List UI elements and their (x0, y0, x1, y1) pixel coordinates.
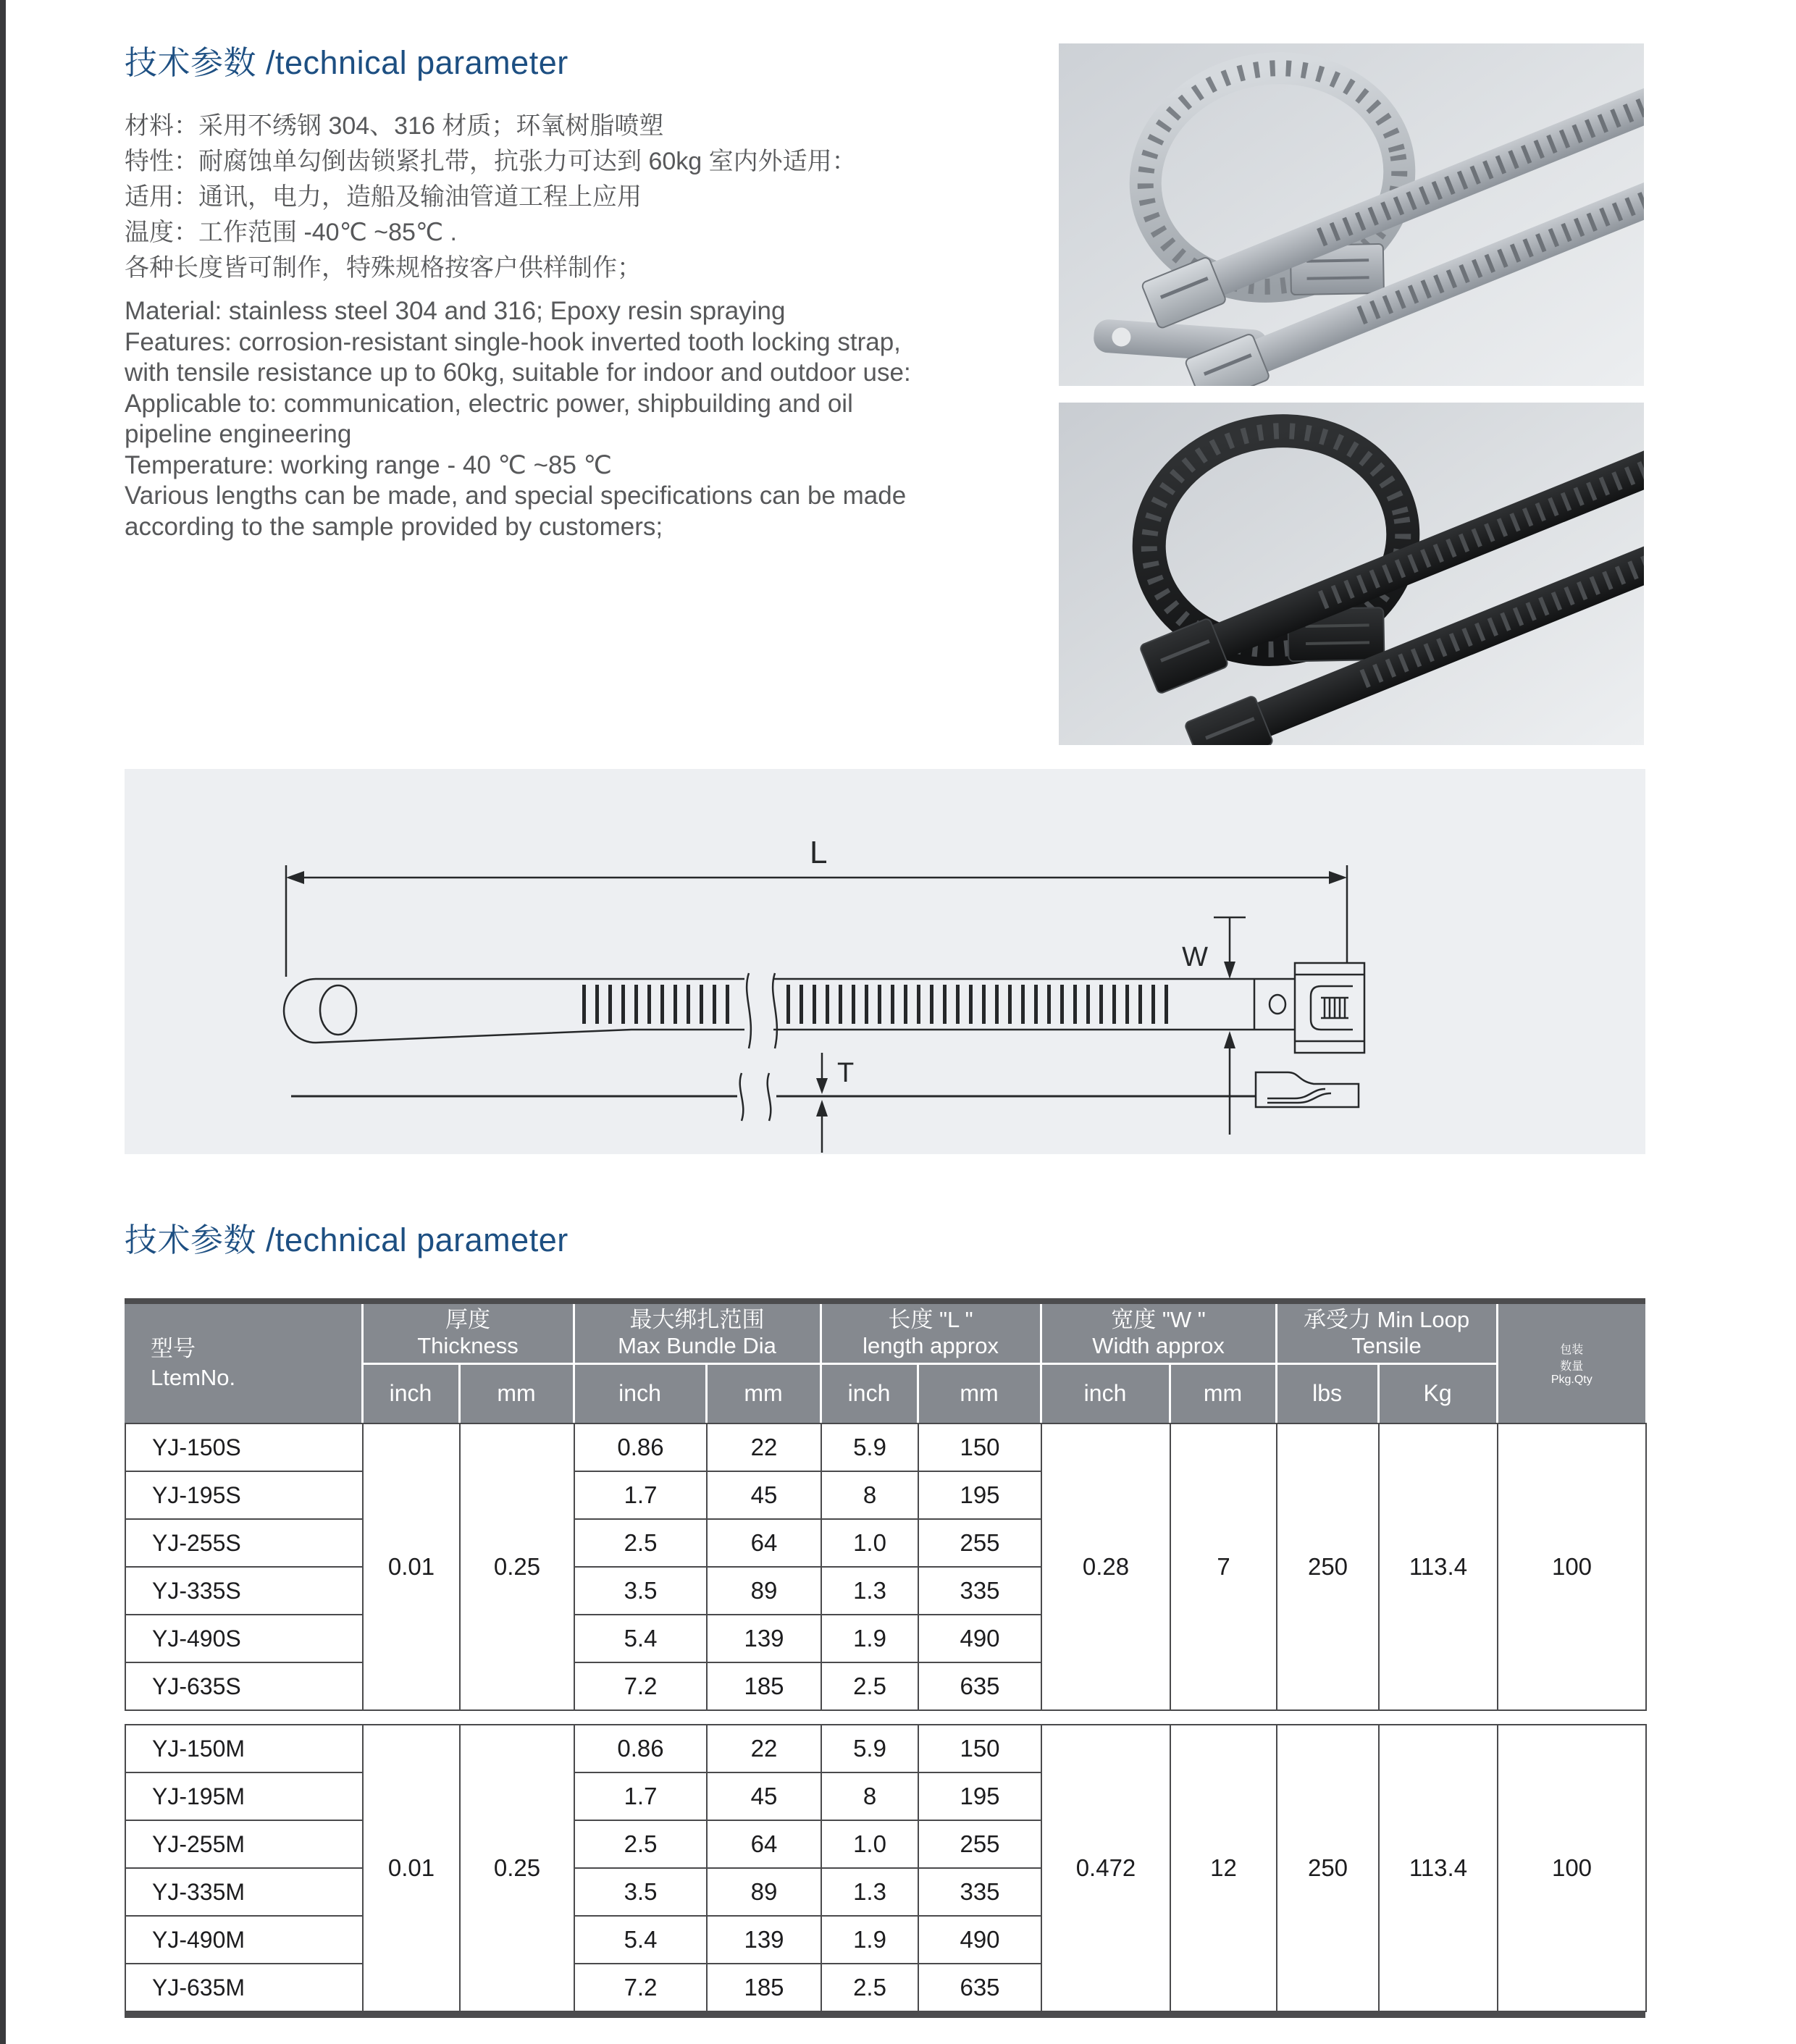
cell-bundle-mm: 64 (707, 1820, 821, 1868)
cell-length-mm: 255 (918, 1820, 1041, 1868)
intro-cn-line: 特性：耐腐蚀单勾倒齿锁紧扎带，抗张力可达到 60kg 室内外适用： (125, 148, 857, 175)
table-row (125, 1423, 1646, 1471)
cell-item-no: YJ-195M (125, 1772, 363, 1820)
cell-thickness-mm: 0.25 (460, 1725, 574, 2011)
tie-top-view (284, 973, 1295, 1048)
cell-length-inch: 1.9 (821, 1615, 918, 1662)
cell-length-inch: 8 (821, 1471, 918, 1519)
spec-table (125, 1298, 1645, 2018)
label-L: L (810, 835, 828, 870)
cell-length-inch: 2.5 (821, 1662, 918, 1710)
cell-bundle-mm: 22 (707, 1725, 821, 1772)
intro-cn-line: 适用：通讯，电力，造船及输油管道工程上应用 (125, 183, 642, 211)
cell-thickness-mm: 0.25 (460, 1423, 574, 1710)
intro-en-line: Material: stainless steel 304 and 316; Epoxy resin spraying (125, 297, 786, 325)
cell-bundle-mm: 139 (707, 1916, 821, 1964)
cell-bundle-mm: 45 (707, 1772, 821, 1820)
col-header-max-bundle-dia: 最大绑扎范围 Max Bundle Dia (574, 1304, 821, 1363)
col-header-min-loop-tensile: 承受力 Min Loop Tensile (1276, 1304, 1497, 1363)
cell-pkg-qty: 100 (1498, 1423, 1646, 1710)
cell-thickness-inch: 0.01 (363, 1725, 460, 2011)
cell-length-mm: 150 (918, 1725, 1041, 1772)
cell-length-mm: 635 (918, 1964, 1041, 2011)
tie-head (1295, 963, 1364, 1053)
cell-item-no: YJ-335M (125, 1868, 363, 1916)
intro-en-line: according to the sample provided by customers; (125, 512, 663, 541)
cell-length-mm: 490 (918, 1916, 1041, 1964)
cell-bundle-mm: 185 (707, 1964, 821, 2011)
cell-bundle-mm: 185 (707, 1662, 821, 1710)
unit-header-bundle-mm: mm (706, 1363, 821, 1423)
cell-length-mm: 150 (918, 1423, 1041, 1471)
cell-item-no: YJ-255S (125, 1519, 363, 1567)
cell-length-inch: 5.9 (821, 1423, 918, 1471)
cell-item-no: YJ-635M (125, 1964, 363, 2011)
width-dimension (1182, 917, 1246, 1135)
cell-item-no: YJ-635S (125, 1662, 363, 1710)
cell-length-mm: 255 (918, 1519, 1041, 1567)
dimension-diagram (125, 769, 1645, 1154)
cell-item-no: YJ-150M (125, 1725, 363, 1772)
col-header-pkg-qty: 包装 数量 Pkg.Qty (1497, 1304, 1645, 1423)
unit-header-bundle-inch: inch (574, 1363, 706, 1423)
cell-length-inch: 1.3 (821, 1868, 918, 1916)
spec-table-group-s (125, 1423, 1647, 1711)
cell-pkg-qty: 100 (1498, 1725, 1646, 2011)
intro-en-line: Temperature: working range - 40 ℃ ~85 ℃ (125, 450, 612, 479)
cell-length-inch: 1.0 (821, 1519, 918, 1567)
cell-bundle-mm: 139 (707, 1615, 821, 1662)
cell-bundle-mm: 89 (707, 1868, 821, 1916)
cell-bundle-mm: 45 (707, 1471, 821, 1519)
unit-header-lbs: lbs (1276, 1363, 1378, 1423)
dimension-diagram-panel (125, 769, 1645, 1154)
cell-length-inch: 1.9 (821, 1916, 918, 1964)
cell-item-no: YJ-335S (125, 1567, 363, 1615)
cell-bundle-inch: 3.5 (574, 1868, 707, 1916)
cell-item-no: YJ-255M (125, 1820, 363, 1868)
unit-header-kg: Kg (1378, 1363, 1497, 1423)
unit-header-width-inch: inch (1041, 1363, 1170, 1423)
cell-tensile-kg: 113.4 (1379, 1423, 1498, 1710)
cell-thickness-inch: 0.01 (363, 1423, 460, 1710)
unit-header-thickness-inch: inch (362, 1363, 459, 1423)
label-W: W (1182, 942, 1208, 972)
cell-length-mm: 195 (918, 1772, 1041, 1820)
unit-header-length-inch: inch (821, 1363, 918, 1423)
spec-table-header (125, 1304, 1645, 1423)
cell-width-inch: 0.28 (1041, 1423, 1170, 1710)
cell-bundle-inch: 5.4 (574, 1916, 707, 1964)
cell-bundle-mm: 89 (707, 1567, 821, 1615)
stainless-tie-illustration (1059, 43, 1644, 386)
cell-item-no: YJ-195S (125, 1471, 363, 1519)
cell-bundle-inch: 7.2 (574, 1964, 707, 2011)
col-header-width: 宽度 "W " Width approx (1041, 1304, 1276, 1363)
cell-length-mm: 490 (918, 1615, 1041, 1662)
cell-bundle-inch: 1.7 (574, 1772, 707, 1820)
table-group-gap (125, 1711, 1645, 1724)
unit-header-width-mm: mm (1170, 1363, 1276, 1423)
product-photo-coated (1059, 403, 1644, 745)
cell-length-inch: 8 (821, 1772, 918, 1820)
cell-tensile-lbs: 250 (1277, 1423, 1379, 1710)
tie-side-view (291, 1053, 1359, 1153)
cell-bundle-mm: 64 (707, 1519, 821, 1567)
intro-en-line: Various lengths can be made, and special specifications can be made (125, 481, 907, 510)
unit-header-length-mm: mm (918, 1363, 1041, 1423)
table-section-title: 技术参数 /technical parameter (125, 1221, 568, 1258)
table-row (125, 1725, 1646, 1772)
cell-bundle-inch: 7.2 (574, 1662, 707, 1710)
cell-item-no: YJ-150S (125, 1423, 363, 1471)
cell-length-mm: 195 (918, 1471, 1041, 1519)
intro-cn-line: 材料：采用不绣钢 304、316 材质；环氧树脂喷塑 (125, 112, 664, 140)
cell-bundle-mm: 22 (707, 1423, 821, 1471)
product-photo-stainless (1059, 43, 1644, 386)
unit-header-thickness-mm: mm (459, 1363, 574, 1423)
cell-item-no: YJ-490M (125, 1916, 363, 1964)
cell-length-inch: 1.3 (821, 1567, 918, 1615)
cell-bundle-inch: 2.5 (574, 1820, 707, 1868)
cell-length-inch: 2.5 (821, 1964, 918, 2011)
intro-cn-line: 各种长度皆可制作，特殊规格按客户供样制作； (125, 254, 642, 282)
cell-length-mm: 335 (918, 1567, 1041, 1615)
cell-bundle-inch: 1.7 (574, 1471, 707, 1519)
cell-length-inch: 1.0 (821, 1820, 918, 1868)
intro-cn-line: 温度：工作范围 -40℃ ~85℃ . (125, 219, 457, 246)
intro-en-line: pipeline engineering (125, 420, 352, 448)
intro-en-line: Features: corrosion-resistant single-hook inverted tooth locking strap, (125, 327, 901, 356)
intro-en-line: with tensile resistance up to 60kg, suitable for indoor and outdoor use: (125, 358, 911, 387)
table-bottom-bar (125, 2012, 1645, 2018)
label-T: T (837, 1058, 855, 1088)
cell-width-mm: 12 (1170, 1725, 1277, 2011)
cell-length-inch: 5.9 (821, 1725, 918, 1772)
cell-bundle-inch: 0.86 (574, 1423, 707, 1471)
cell-length-mm: 635 (918, 1662, 1041, 1710)
page-title: 技术参数 /technical parameter (125, 44, 568, 81)
page-left-edge-bar (0, 0, 6, 2044)
col-header-length: 长度 "L " length approx (821, 1304, 1041, 1363)
coated-tie-illustration (1059, 403, 1644, 745)
spec-table-group-m (125, 1724, 1647, 2012)
cell-tensile-kg: 113.4 (1379, 1725, 1498, 2011)
cell-width-inch: 0.472 (1041, 1725, 1170, 2011)
cell-bundle-inch: 0.86 (574, 1725, 707, 1772)
col-header-item-no: 型号 LtemNo. (125, 1304, 362, 1423)
col-header-thickness: 厚度 Thickness (362, 1304, 574, 1363)
cell-bundle-inch: 3.5 (574, 1567, 707, 1615)
intro-en-line: Applicable to: communication, electric power, shipbuilding and oil (125, 389, 853, 418)
cell-tensile-lbs: 250 (1277, 1725, 1379, 2011)
cell-item-no: YJ-490S (125, 1615, 363, 1662)
intro-english-paragraph (125, 296, 911, 542)
cell-length-mm: 335 (918, 1868, 1041, 1916)
cell-bundle-inch: 2.5 (574, 1519, 707, 1567)
intro-chinese-paragraph (125, 109, 857, 286)
cell-bundle-inch: 5.4 (574, 1615, 707, 1662)
cell-width-mm: 7 (1170, 1423, 1277, 1710)
